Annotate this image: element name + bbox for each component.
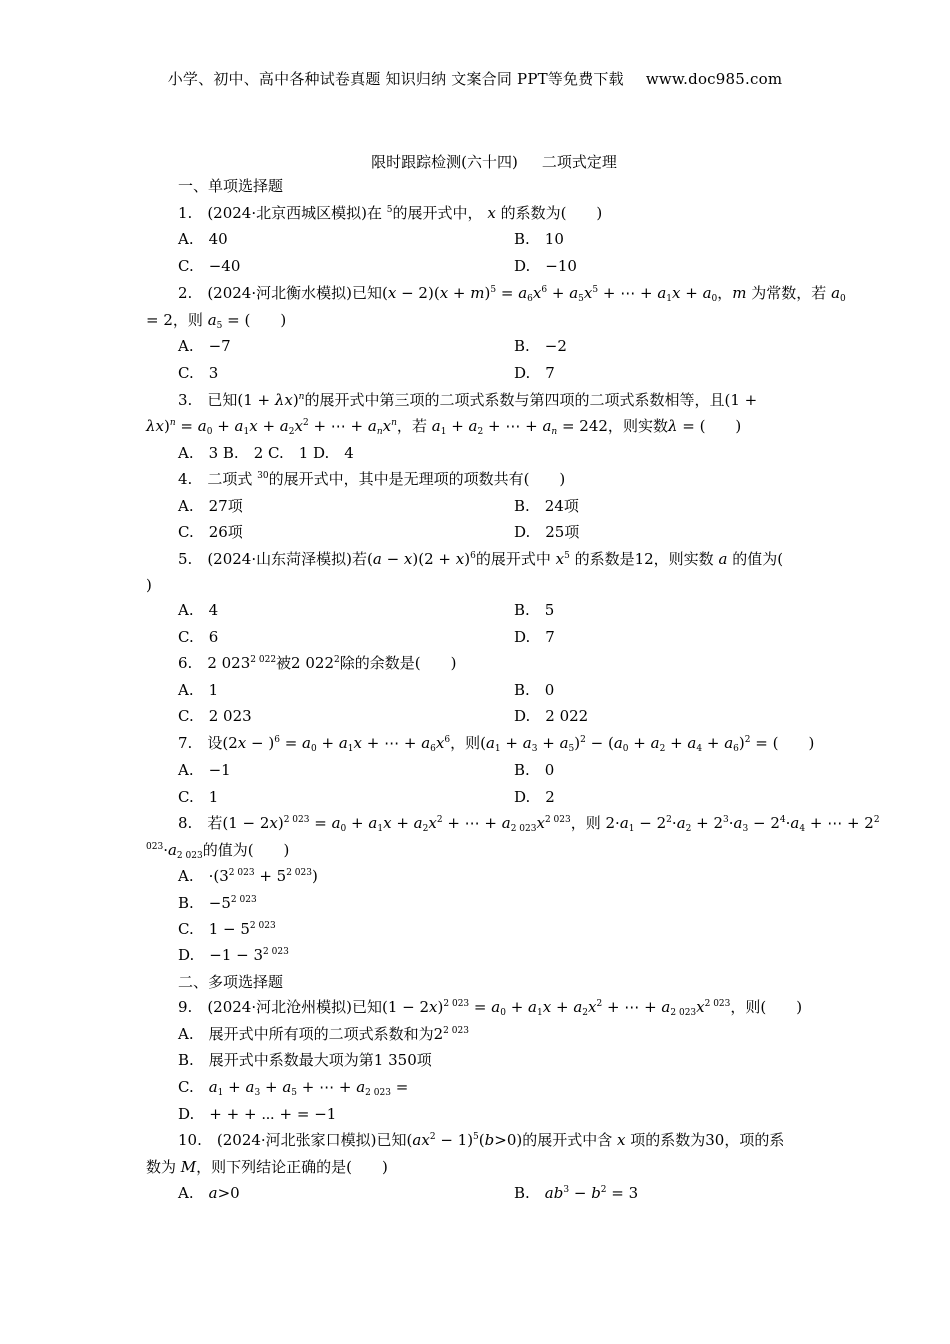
q6-option-b: B. 0 (514, 681, 555, 699)
q8-option-a: A. $\cdot(3^{2 023} + 5^{2 023})$ (178, 867, 318, 885)
q8-option-b: B. $-5^{2 023}$ (178, 894, 257, 912)
q4-option-a: A. 27项 (178, 497, 243, 515)
q9-option-a: A. 展开式中所有项的二项式系数和为$2^{2 023}$ (178, 1025, 469, 1043)
question-5-cont: ) (146, 576, 152, 594)
question-4: 4. 二项式 $^{30}$的展开式中，其中是无理项的项数共有( ) (178, 470, 566, 488)
q7-option-c: C. 1 (178, 788, 219, 806)
section-single-choice: 一、单项选择题 (178, 177, 284, 195)
question-9: 9. (2024·河北沧州模拟)已知$(1 - 2x)^{2 023} = a_0 + a_1x + a_2x^2$ + ⋯ + $a_{2 023}x^{2 023}$，则( ) (178, 998, 803, 1018)
q3-options: A. 3 B. 2 C. 1 D. 4 (178, 444, 354, 462)
q7-option-a: A. −1 (178, 761, 231, 779)
q10-option-a: A. a>0 (178, 1184, 240, 1202)
q4-option-d: D. 25项 (514, 523, 580, 541)
page-title: 限时跟踪检测(六十四) 二项式定理 (371, 153, 617, 171)
question-2: 2. (2024·河北衡水模拟)已知$(x - 2)(x + m)^5 = a_6x^6 + a_5x^5$ + ⋯ + $a_1x + a_0$，m 为常数，若 $a_0$ (178, 284, 846, 304)
q1-option-d: D. −10 (514, 257, 577, 275)
question-5: 5. (2024·山东菏泽模拟)若$(a - x)(2 + x)^6$的展开式中 $x^5$ 的系数是12，则实数 a 的值为( (178, 550, 784, 568)
question-10: 10. (2024·河北张家口模拟)已知$(ax^2 - 1)^5(b>0)$的展开式中含 x 项的系数为30，项的系 (178, 1131, 785, 1149)
header-text: 小学、初中、高中各种试卷真题 知识归纳 文案合同 PPT等免费下载 (167, 70, 624, 88)
question-6: 6. 2 $023^{2 022}$被2 $022^2$除的余数是( ) (178, 654, 457, 672)
q7-option-b: B. 0 (514, 761, 555, 779)
q5-option-a: A. 4 (178, 601, 219, 619)
q8-option-c: C. $1 - 5^{2 023}$ (178, 920, 276, 938)
q6-option-a: A. 1 (178, 681, 219, 699)
q4-option-c: C. 26项 (178, 523, 243, 541)
q1-option-b: B. 10 (514, 230, 564, 248)
page-header (0, 68, 950, 89)
q5-option-b: B. 5 (514, 601, 555, 619)
q6-option-d: D. 2 022 (514, 707, 589, 725)
q2-option-c: C. 3 (178, 364, 219, 382)
q2-option-d: D. 7 (514, 364, 555, 382)
question-8-cont: $^{023}\cdot a_{2 023}$的值为( ) (146, 841, 290, 861)
q1-option-c: C. −40 (178, 257, 241, 275)
q8-option-d: D. $-1 - 3^{2 023}$ (178, 946, 289, 964)
q5-option-d: D. 7 (514, 628, 555, 646)
q9-option-d: D. + + + ⋯ + = −1 (178, 1105, 337, 1123)
question-10-cont: 数为 M，则下列结论正确的是( ) (146, 1158, 388, 1176)
header-site[interactable]: www.doc985.com (645, 70, 783, 88)
q6-option-c: C. 2 023 (178, 707, 252, 725)
question-3-cont: $\lambda x)^n = a_0 + a_1x + a_2x^2$ + ⋯ + $a_nx^n$，若 $a_1 + a_2$ + ⋯ + $a_n = 242$，则实数λ = ( ) (146, 417, 742, 437)
q1-option-a: A. 40 (178, 230, 228, 248)
question-2-cont: = 2，则 $a_5$ = ( ) (146, 311, 287, 331)
q7-option-d: D. 2 (514, 788, 555, 806)
q4-option-b: B. 24项 (514, 497, 579, 515)
q5-option-c: C. 6 (178, 628, 219, 646)
question-1: 1. (2024·北京西城区模拟)在 $^5$的展开式中， x 的系数为( ) (178, 204, 603, 222)
q9-option-b: B. 展开式中系数最大项为第1 350项 (178, 1051, 432, 1069)
section-multi-choice: 二、多项选择题 (178, 973, 284, 991)
question-3: 3. 已知$(1 + \lambda x)^n$的展开式中第三项的二项式系数与第四项的二项式系数相等，且(1 + (178, 391, 758, 409)
question-7: 7. 设$(2x - )^6 = a_0 + a_1x$ + ⋯ + $a_6x^6$，则$(a_1 + a_3 + a_5)^2 - (a_0 + a_2 + a_4 + a_6)^2$ = ( ) (178, 734, 815, 754)
q2-option-a: A. −7 (178, 337, 231, 355)
question-8: 8. 若$(1 - 2x)^{2 023} = a_0 + a_1x + a_2x^2$ + ⋯ + $a_{2 023}x^{2 023}$，则 $2\cdot a_1 - 2^2\cdot a_2 + 2^3\cdot a_3 - 2^4\cdot a_4$ + ⋯ + $2^2$ (178, 814, 880, 834)
q9-option-c: C. $a_1 + a_3 + a_5$ + ⋯ + $a_{2 023}$ = (178, 1078, 409, 1098)
q2-option-b: B. −2 (514, 337, 567, 355)
q10-option-b: B. $ab^3 - b^2 = 3$ (514, 1184, 639, 1202)
